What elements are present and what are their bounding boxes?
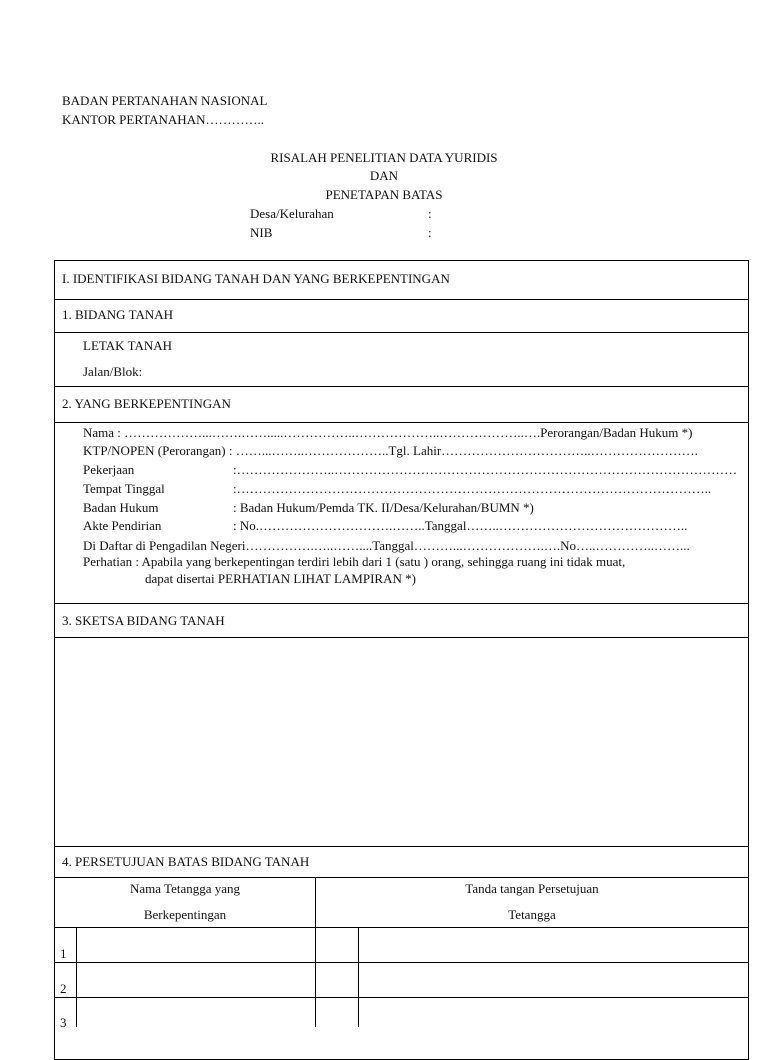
signature-header-line1: Tanda tangan Persetujuan <box>465 881 599 896</box>
neighbor-name-cell[interactable] <box>78 929 314 961</box>
neighbor-name-cell[interactable] <box>78 964 314 996</box>
section-4-title: 4. PERSETUJUAN BATAS BIDANG TANAH <box>62 854 310 869</box>
letak-tanah-label: LETAK TANAH <box>83 338 173 353</box>
tempat-tinggal-row <box>83 479 711 498</box>
perhatian-note-line1: Perhatian : Apabila yang berkepentingan terdiri lebih dari 1 (satu ) orang, sehingga ruang ini tidak muat, <box>83 554 626 569</box>
jalan-blok-field[interactable]: Jalan/Blok: <box>83 364 143 379</box>
divider <box>54 386 749 387</box>
perhatian-note-line2: dapat disertai PERHATIAN LIHAT LAMPIRAN *) <box>145 571 416 586</box>
section-1-title: 1. BIDANG TANAH <box>62 307 174 322</box>
badan-hukum-options[interactable]: : Badan Hukum/Pemda TK. II/Desa/Kelurahan/BUMN *) <box>233 500 534 515</box>
signature-cell[interactable] <box>360 964 747 996</box>
daftar-pengadilan-field[interactable]: Di Daftar di Pengadilan Negeri…………….…..……....Tanggal………...……………….….No…..…………..……... <box>83 538 690 553</box>
desa-label: Desa/Kelurahan <box>250 206 334 221</box>
ktp-field[interactable]: KTP/NOPEN (Perorangan) : ……...……..………………..Tgl. Lahir……………………………..……………………. <box>83 443 698 458</box>
neighbor-name-header-line2: Berkepentingan <box>143 907 227 922</box>
document-title-line2: DAN <box>369 168 399 183</box>
section-2-title: 2. YANG BERKEPENTINGAN <box>62 396 231 411</box>
divider <box>54 997 749 998</box>
section-i-title: I. IDENTIFIKASI BIDANG TANAH DAN YANG BERKEPENTINGAN <box>62 271 450 286</box>
akte-pendirian-field[interactable]: : No.………………………….……..Tanggal……..…………………………………….. <box>233 518 688 533</box>
divider <box>54 332 749 333</box>
agency-name: BADAN PERTANAHAN NASIONAL <box>62 93 268 108</box>
pekerjaan-label: Pekerjaan <box>83 462 135 477</box>
akte-pendirian-label: Akte Pendirian <box>83 518 162 533</box>
nib-colon: : <box>428 225 432 240</box>
divider <box>54 927 749 928</box>
divider <box>54 603 749 604</box>
sketch-area[interactable] <box>55 638 748 846</box>
nib-label: NIB <box>250 225 273 240</box>
document-title-line3: PENETAPAN BATAS <box>325 187 443 202</box>
office-name: KANTOR PERTANAHAN………….. <box>62 112 264 127</box>
tempat-tinggal-field[interactable]: :……………………………………………………………………………………………….. <box>233 481 712 496</box>
row-number: 3 <box>60 1015 67 1030</box>
row-number: 2 <box>60 981 67 996</box>
neighbor-name-header-line1: Nama Tetangga yang <box>129 881 241 896</box>
divider <box>54 877 749 878</box>
divider <box>54 962 749 963</box>
nama-field[interactable]: Nama : ………………...…….…….....……………..………………..………………..….Perorangan/Badan Hukum *) <box>83 425 693 440</box>
document-title-line1: RISALAH PENELITIAN DATA YURIDIS <box>270 150 498 165</box>
pekerjaan-field[interactable]: :…………………..………………………………………………………………………………… <box>233 462 738 477</box>
row-number: 1 <box>60 946 67 961</box>
divider <box>54 299 749 300</box>
tempat-tinggal-label: Tempat Tinggal <box>83 481 165 496</box>
pekerjaan-row <box>83 460 737 479</box>
akte-pendirian-row <box>83 516 687 535</box>
column-divider <box>315 877 316 1027</box>
divider <box>54 846 749 847</box>
badan-hukum-label: Badan Hukum <box>83 500 159 515</box>
desa-colon: : <box>428 206 432 221</box>
number-column-divider <box>76 927 77 1027</box>
section-3-title: 3. SKETSA BIDANG TANAH <box>62 613 225 628</box>
signature-number-divider <box>358 927 359 1027</box>
badan-hukum-row <box>83 498 534 517</box>
signature-cell[interactable] <box>360 929 747 961</box>
signature-header-line2: Tetangga <box>508 907 556 922</box>
